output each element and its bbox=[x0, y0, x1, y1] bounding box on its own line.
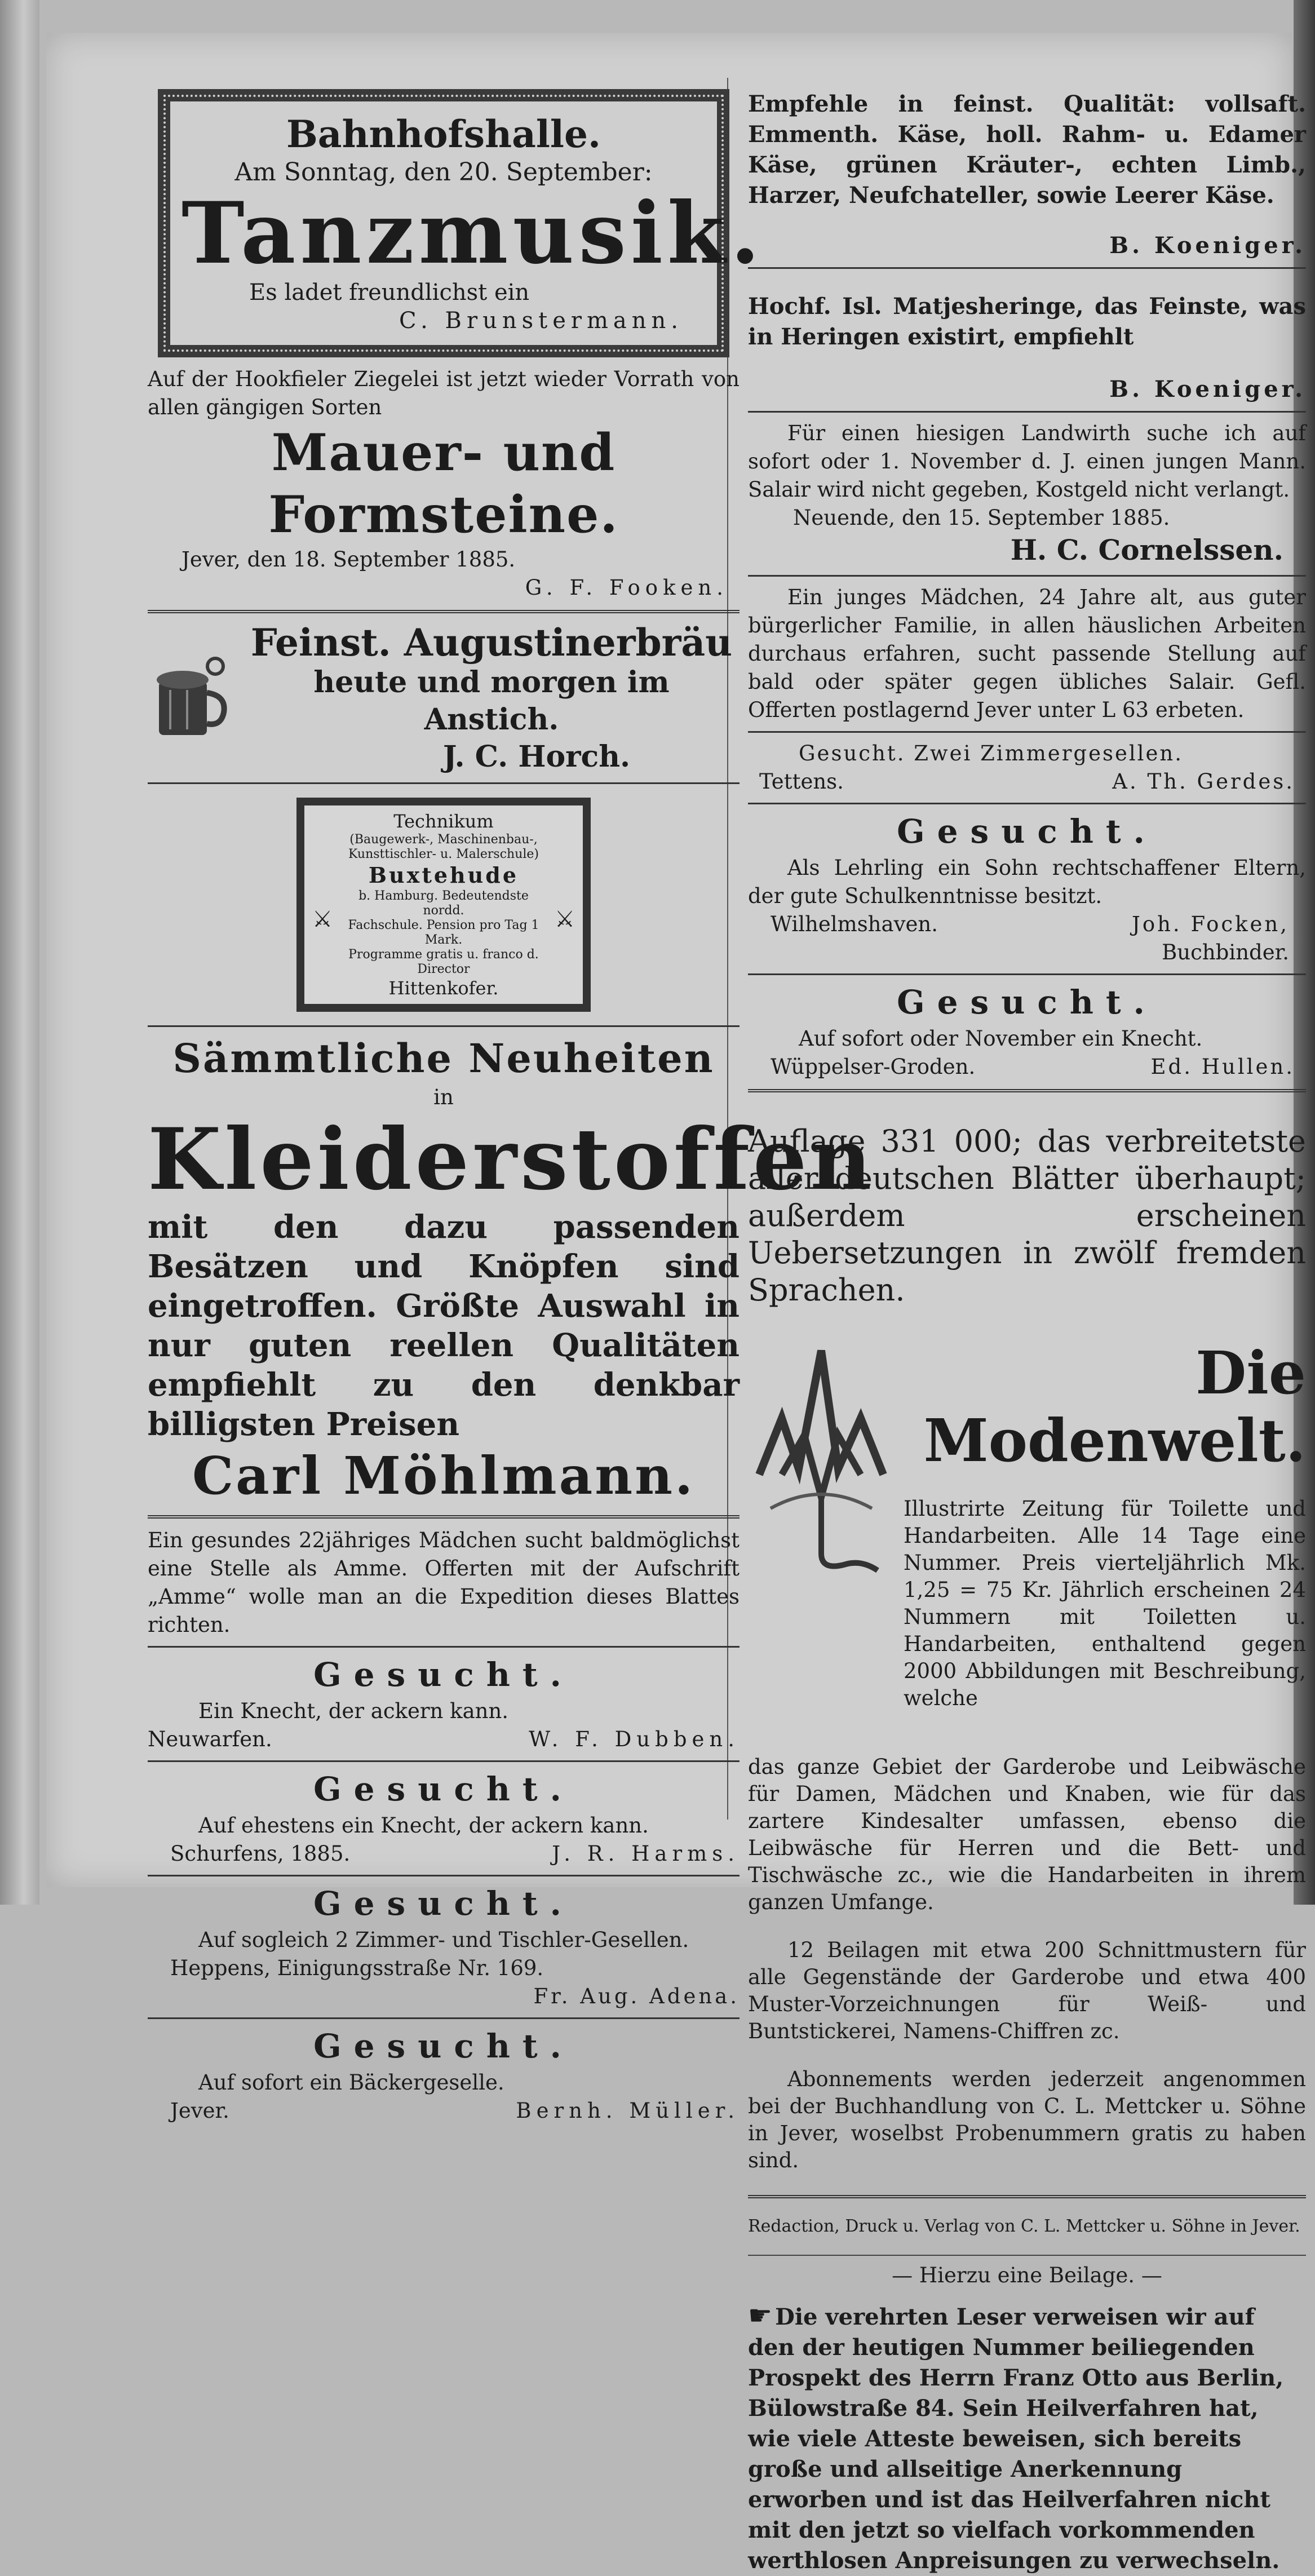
modenwelt-body1: Illustrirte Zeitung für Toilette und Handarbeiten. Alle 14 Tage eine Nummer. Preis vierteljährlich Mk. 1,25 = 75 Kr. Jährlich erscheinen 24 Nummern mit Toiletten u. Handarbeiten, enthaltend gegen 2000 Abbildungen mit Beschreibung, welche bbox=[904, 1497, 1306, 1710]
zimmer-ad: Gesucht. Zwei Zimmergesellen. bbox=[799, 741, 1183, 765]
gesucht-signed: W. F. Dubben. bbox=[529, 1727, 740, 1751]
zimmer-place: Tettens. bbox=[759, 769, 844, 794]
knecht-signed: Ed. Hullen. bbox=[1150, 1055, 1295, 1079]
mauer-title: Mauer- und Formsteine. bbox=[268, 423, 619, 545]
pointing-hand-icon: ☛ bbox=[748, 2300, 773, 2331]
gesucht-text: Auf ehestens ein Knecht, der ackern kann. bbox=[198, 1813, 649, 1838]
divider bbox=[748, 411, 1306, 413]
beilage-note: — Hierzu eine Beilage. — bbox=[892, 2263, 1162, 2287]
lehrling-trade: Buchbinder. bbox=[1162, 940, 1289, 964]
technikum-ad bbox=[296, 798, 591, 1012]
augustiner-signed: J. C. Horch. bbox=[442, 740, 631, 774]
landwirth-signed: H. C. Cornelssen. bbox=[1010, 533, 1283, 566]
tanzmusik-ad bbox=[158, 89, 765, 357]
divider bbox=[748, 2255, 1306, 2256]
hinweis-notice bbox=[748, 2300, 1306, 2576]
divider bbox=[148, 1875, 740, 1876]
knecht-text: Auf sofort oder November ein Knecht. bbox=[799, 1026, 1203, 1051]
neuheiten-in: in bbox=[433, 1085, 454, 1109]
knecht-place: Wüppelser-Groden. bbox=[771, 1055, 976, 1079]
tanz-title: Tanzmusik. bbox=[181, 184, 765, 283]
zimmer-signed: A. Th. Gerdes. bbox=[1112, 769, 1295, 794]
kleider-body: mit den dazu passenden Besätzen und Knöpfen sind eingetroffen. Größte Auswahl in nur guten reellen Qualitäten empfiehlt zu den denkbar billigsten Preisen bbox=[148, 1209, 740, 1443]
gesucht-heading: Gesucht. bbox=[313, 1656, 574, 1694]
modenwelt-body4: Abonnements werden jederzeit angenommen bei der Buchhandlung von C. L. Mettcker u. Söhne in Jever, woselbst Probenummern gratis zu haben sind. bbox=[748, 2067, 1306, 2172]
gesucht-address: Heppens, Einigungsstraße Nr. 169. bbox=[170, 1956, 544, 1980]
hering-signed: B. Koeniger. bbox=[1109, 376, 1306, 402]
modenwelt-body3: 12 Beilagen mit etwa 200 Schnittmustern für alle Gegenstände der Garderobe und etwa 400 Muster-Vorzeichnungen für Weiß- und Buntstickerei, Namens-Chiffren zc. bbox=[748, 1938, 1306, 2043]
beer-mug-icon bbox=[148, 656, 232, 741]
gesucht-ad-4 bbox=[148, 2026, 740, 2125]
hering-ad: Hochf. Isl. Matjesheringe, das Feinste, was in Heringen existirt, empfiehlt bbox=[748, 293, 1306, 350]
technikum-title: Technikum bbox=[393, 811, 494, 832]
divider bbox=[148, 782, 740, 784]
divider bbox=[748, 803, 1306, 804]
divider bbox=[148, 1646, 740, 1648]
technikum-d3: Programme gratis u. franco d. Director bbox=[348, 948, 539, 976]
technikum-d2: Fachschule. Pension pro Tag 1 Mark. bbox=[348, 918, 539, 947]
tanz-invite: Es ladet freundlichst ein bbox=[249, 280, 530, 306]
compass-icon: ⚔ bbox=[312, 906, 333, 932]
modenwelt-monogram-icon bbox=[748, 1339, 895, 1576]
neuheiten-title: Sämmtliche Neuheiten bbox=[172, 1035, 715, 1082]
kleider-signed: Carl Möhlmann. bbox=[192, 1445, 696, 1506]
divider bbox=[148, 2017, 740, 2019]
mauer-ad bbox=[148, 365, 740, 602]
compass-icon: ⚔ bbox=[555, 906, 575, 932]
divider bbox=[748, 973, 1306, 975]
gesucht-place: Neuwarfen. bbox=[148, 1727, 272, 1751]
kaese-signed: B. Koeniger. bbox=[1109, 232, 1306, 259]
modenwelt-body2: das ganze Gebiet der Garderobe und Leibwäsche für Damen, Mädchen und Knaben, wie für das zartere Kindesalter umfassen, ebenso die Leibwäsche für Herren und die Bett- und Tischwäsche zc., wie die Handarbeiten in ihrem ganzen Umfange. bbox=[748, 1755, 1306, 1914]
gesucht-heading: Gesucht. bbox=[313, 1770, 574, 1808]
gesucht-text: Auf sofort ein Bäckergeselle. bbox=[198, 2070, 504, 2095]
amme-ad: Ein gesundes 22jähriges Mädchen sucht baldmöglichst eine Stelle als Amme. Offerten mit der Aufschrift „Amme“ wolle man an die Expedition dieses Blattes richten. bbox=[148, 1528, 740, 1637]
technikum-inner bbox=[311, 862, 576, 977]
augustiner-line2: heute und morgen im Anstich. bbox=[313, 665, 670, 737]
imprint: Redaction, Druck u. Verlag von C. L. Mettcker u. Söhne in Jever. bbox=[748, 2216, 1300, 2236]
technikum-d1: b. Hamburg. Bedeutendste nordd. bbox=[358, 889, 529, 918]
gesucht-ad-1 bbox=[148, 1654, 740, 1754]
kleider-title: Kleiderstoffen bbox=[148, 1110, 875, 1209]
mauer-date: Jever, den 18. September 1885. bbox=[181, 547, 516, 572]
kaese-ad: Empfehle in feinst. Qualität: vollsaft. Emmenth. Käse, holl. Rahm- u. Edamer Käse, grünen Kräuter-, echten Limb., Harzer, Neufchateller, sowie Leerer Käse. bbox=[748, 91, 1306, 209]
gesucht-signed: J. R. Harms. bbox=[552, 1842, 740, 1866]
gesucht-ad-3 bbox=[148, 1883, 740, 2011]
book-spine-edge bbox=[0, 0, 39, 1905]
technikum-sub1: (Baugewerk-, Maschinenbau-, bbox=[349, 833, 538, 847]
newspaper-page bbox=[46, 33, 1306, 2574]
divider bbox=[748, 731, 1306, 733]
gesucht-text: Auf sogleich 2 Zimmer- und Tischler-Gesellen. bbox=[198, 1928, 689, 1952]
technikum-director: Hittenkofer. bbox=[388, 977, 499, 999]
divider bbox=[748, 2195, 1306, 2198]
technikum-sub2: Kunsttischler- u. Malerschule) bbox=[348, 847, 539, 861]
divider bbox=[748, 1089, 1306, 1092]
lehrling-ad bbox=[748, 811, 1306, 967]
technikum-city: Buxtehude bbox=[368, 862, 519, 888]
augustiner-ad bbox=[148, 621, 740, 776]
gesucht-heading: Gesucht. bbox=[897, 812, 1157, 851]
modenwelt-title: Die Modenwelt. bbox=[923, 1338, 1306, 1475]
lehrling-place: Wilhelmshaven. bbox=[771, 912, 938, 936]
gesucht-heading: Gesucht. bbox=[897, 983, 1157, 1021]
gesucht-heading: Gesucht. bbox=[313, 2027, 574, 2065]
hinweis-text: Die verehrten Leser verweisen wir auf den der heutigen Nummer beiliegenden Prospekt des Herrn Franz Otto aus Berlin, Bülowstraße 84. Sein Heilverfahren hat, wie viele Atteste beweisen, sich bereits große und allseitige Anerkennung erworben und ist das Heilverfahren nicht mit den jetzt so vielfach vorkommenden werthlosen Anpreisungen zu verwechseln. bbox=[748, 2304, 1284, 2574]
gesucht-text: Ein Knecht, der ackern kann. bbox=[198, 1699, 509, 1723]
gesucht-place: Jever. bbox=[170, 2099, 229, 2123]
gesucht-ad-2 bbox=[148, 1769, 740, 1868]
gesucht-signed: Fr. Aug. Adena. bbox=[533, 1984, 740, 2008]
modenwelt-ad bbox=[748, 1123, 1306, 2174]
augustiner-title: Feinst. Augustinerbräu bbox=[250, 621, 733, 665]
right-column bbox=[748, 67, 1306, 2576]
modenwelt-auflage: Auflage 331 000; das verbreitetste aller deutschen Blätter überhaupt; außerdem erscheinen Uebersetzungen in zwölf fremden Sprachen. bbox=[748, 1123, 1306, 1308]
gesucht-place: Schurfens, 1885. bbox=[170, 1842, 351, 1866]
divider bbox=[148, 1515, 740, 1519]
tanz-host: C. Brunstermann. bbox=[399, 308, 683, 334]
maedchen-ad: Ein junges Mädchen, 24 Jahre alt, aus guter bürgerlicher Familie, in allen häuslichen Arbeiten durchaus erfahren, sucht passende Stellung auf bald oder später gegen übliches Salair. Gefl. Offerten postlagernd Jever unter L 63 erbeten. bbox=[748, 585, 1306, 722]
divider bbox=[748, 575, 1306, 577]
divider bbox=[148, 1025, 740, 1027]
divider bbox=[148, 610, 740, 613]
knecht-ad bbox=[748, 982, 1306, 1081]
gesucht-heading: Gesucht. bbox=[313, 1884, 574, 1923]
mauer-intro: Auf der Hookfieler Ziegelei ist jetzt wieder Vorrath von allen gängigen Sorten bbox=[148, 367, 740, 419]
mauer-signed: G. F. Fooken. bbox=[525, 576, 728, 600]
lehrling-signed: Joh. Focken, bbox=[1131, 912, 1289, 936]
tanz-venue: Bahnhofshalle. bbox=[286, 112, 601, 156]
divider bbox=[748, 267, 1306, 269]
divider bbox=[148, 1760, 740, 1762]
landwirth-date: Neuende, den 15. September 1885. bbox=[793, 506, 1170, 530]
tanz-date: Am Sonntag, den 20. September: bbox=[234, 158, 653, 187]
gesucht-signed: Bernh. Müller. bbox=[516, 2099, 740, 2123]
landwirth-ad: Für einen hiesigen Landwirth suche ich auf sofort oder 1. November d. J. einen jungen Mann. Salair wird nicht gegeben, Kostgeld nicht verlangt. bbox=[748, 421, 1306, 502]
lehrling-text: Als Lehrling ein Sohn rechtschaffener Eltern, der gute Schulkenntnisse besitzt. bbox=[748, 856, 1306, 908]
